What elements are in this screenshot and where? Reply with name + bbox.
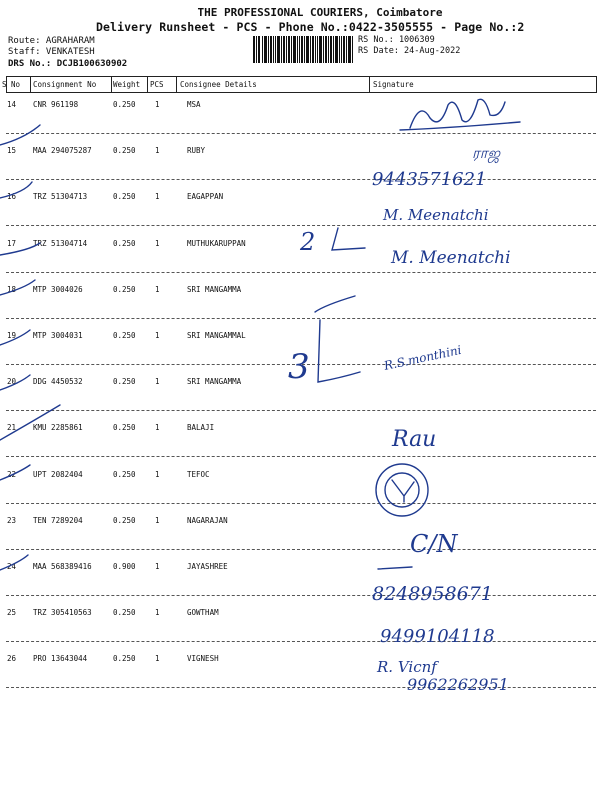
col-divider: [596, 76, 597, 93]
row-consignment-no: PRO 13643044: [33, 654, 88, 664]
barcode: [253, 36, 353, 63]
bracket-mark: [332, 228, 365, 250]
company-title: THE PROFESSIONAL COURIERS, Coimbatore: [197, 6, 443, 19]
row-consignee: TEFOC: [187, 469, 210, 479]
row-sno: 15: [7, 146, 17, 156]
row-separator: [6, 179, 596, 180]
row-separator: [6, 318, 596, 319]
row-weight: 0.250: [113, 331, 136, 340]
row-separator: [6, 456, 596, 457]
row-consignee: GOWTHAM: [187, 608, 219, 618]
stamp-outer: [376, 464, 428, 516]
row-consignment-no: MTP 3004031: [33, 331, 83, 340]
row-consignment-no: UPT 2082404: [33, 469, 83, 479]
handwritten-phone: 9443571621: [372, 169, 487, 190]
row-weight: 0.250: [113, 654, 136, 664]
table-top-rule: [6, 76, 596, 77]
row-pcs: 1: [155, 515, 160, 525]
row-consignment-no: MAA 294075287: [33, 146, 92, 156]
rs-number: RS No.: 1006309: [358, 35, 435, 45]
drs-number: DRS No.: DCJB100630902: [8, 59, 128, 69]
row-sno: 21: [7, 423, 17, 433]
row-consignment-no: KMU 2285861: [33, 423, 83, 433]
tick-mark: [0, 280, 35, 295]
handwritten-mark: C/N: [410, 530, 458, 558]
row-separator: [6, 272, 596, 273]
col-divider: [147, 76, 148, 93]
row-pcs: 1: [155, 608, 160, 618]
col-divider: [369, 76, 370, 93]
row-consignment-no: TEN 7289204: [33, 515, 83, 525]
col-divider: [176, 76, 177, 93]
row-weight: 0.250: [113, 469, 136, 479]
row-pcs: 1: [155, 654, 160, 664]
row-pcs: 1: [155, 192, 160, 202]
row-consignee: RUBY: [187, 146, 206, 156]
row-weight: 0.250: [113, 238, 136, 248]
handwritten-signature: R. Vicnf: [377, 658, 437, 676]
column-header-pcs: PCS: [150, 80, 164, 89]
row-consignee: VIGNESH: [187, 654, 219, 664]
row-sno: 17: [7, 238, 17, 248]
row-sno: 18: [7, 284, 17, 294]
column-header-sno: S No: [2, 80, 21, 89]
handwritten-phone: 9962262951: [407, 675, 509, 694]
row-consignment-no: TRZ 51304713: [33, 192, 88, 202]
row-sno: 26: [7, 654, 17, 664]
col-divider: [30, 76, 31, 93]
row-sno: 23: [7, 515, 17, 525]
row-separator: [6, 225, 596, 226]
handwritten-signature: R.S.monthini: [382, 342, 463, 373]
row-separator: [6, 641, 596, 642]
row-separator: [6, 503, 596, 504]
row-consignee: SRI MANGAMMA: [187, 377, 242, 387]
row-separator: [6, 595, 596, 596]
row-sno: 19: [7, 331, 17, 340]
col-divider: [111, 76, 112, 93]
table-header-rule: [6, 92, 596, 93]
row-pcs: 1: [155, 100, 160, 109]
handwritten-name: ராஜ: [472, 144, 501, 162]
handwritten-signature: M. Meenatchi: [383, 206, 489, 224]
row-consignment-no: DDG 4450532: [33, 377, 83, 387]
column-header-signature: Signature: [373, 80, 414, 89]
row-weight: 0.250: [113, 284, 136, 294]
row-consignee: MSA: [187, 100, 201, 109]
row-consignee: JAYASHREE: [187, 562, 228, 571]
row-weight: 0.250: [113, 192, 136, 202]
tick-mark: [0, 125, 40, 145]
row-pcs: 1: [155, 284, 160, 294]
handwritten-mark: 2: [300, 228, 316, 256]
row-sno: 24: [7, 562, 17, 571]
row-pcs: 1: [155, 238, 160, 248]
row-consignee: EAGAPPAN: [187, 192, 224, 202]
row-consignee: SRI MANGAMMA: [187, 284, 242, 294]
row-weight: 0.250: [113, 377, 136, 387]
row-sno: 20: [7, 377, 17, 387]
handwritten-signature: M. Meenatchi: [391, 248, 511, 268]
row-consignee: NAGARAJAN: [187, 515, 228, 525]
row-sno: 14: [7, 100, 17, 109]
handwritten-signature: Rau: [392, 427, 437, 452]
row-consignment-no: MAA 568389416: [33, 562, 92, 571]
row-pcs: 1: [155, 331, 160, 340]
row-consignee: BALAJI: [187, 423, 215, 433]
row-weight: 0.900: [113, 562, 136, 571]
column-header-consignee: Consignee Details: [180, 80, 257, 89]
row-sno: 22: [7, 469, 17, 479]
rs-date: RS Date: 24-Aug-2022: [358, 46, 461, 56]
row-separator: [6, 410, 596, 411]
row-pcs: 1: [155, 146, 160, 156]
handwritten-phone: 9499104118: [380, 626, 495, 647]
row-weight: 0.250: [113, 146, 136, 156]
row-separator: [6, 364, 596, 365]
row-sno: 25: [7, 608, 17, 618]
row-sno: 16: [7, 192, 17, 202]
row-consignment-no: TRZ 51304714: [33, 238, 88, 248]
signature-scribble: [400, 99, 520, 130]
bracket-mark: [318, 320, 360, 382]
handwritten-mark: 3: [288, 347, 310, 387]
stamp-mark: [392, 480, 414, 502]
strike-mark: [378, 567, 412, 569]
column-header-consignment: Consignment No: [33, 80, 97, 89]
column-header-weight: Weight: [113, 80, 141, 89]
route-label: Route: AGRAHARAM: [8, 36, 95, 46]
row-weight: 0.250: [113, 423, 136, 433]
row-weight: 0.250: [113, 100, 136, 109]
row-pcs: 1: [155, 469, 160, 479]
row-weight: 0.250: [113, 608, 136, 618]
row-consignment-no: CNR 961198: [33, 100, 79, 109]
row-pcs: 1: [155, 562, 160, 571]
row-consignment-no: MTP 3004026: [33, 284, 83, 294]
bracket-mark: [315, 296, 355, 312]
row-pcs: 1: [155, 423, 160, 433]
row-consignee: SRI MANGAMMAL: [187, 331, 246, 340]
row-separator: [6, 133, 596, 134]
staff-label: Staff: VENKATESH: [8, 47, 95, 57]
handwritten-phone: 8248958671: [372, 583, 493, 605]
row-consignee: MUTHUKARUPPAN: [187, 238, 246, 248]
runsheet-subtitle: Delivery Runsheet - PCS - Phone No.:0422-3505555 - Page No.:2: [96, 20, 525, 34]
row-pcs: 1: [155, 377, 160, 387]
row-separator: [6, 687, 596, 688]
row-weight: 0.250: [113, 515, 136, 525]
row-separator: [6, 549, 596, 550]
row-consignment-no: TRZ 305410563: [33, 608, 92, 618]
